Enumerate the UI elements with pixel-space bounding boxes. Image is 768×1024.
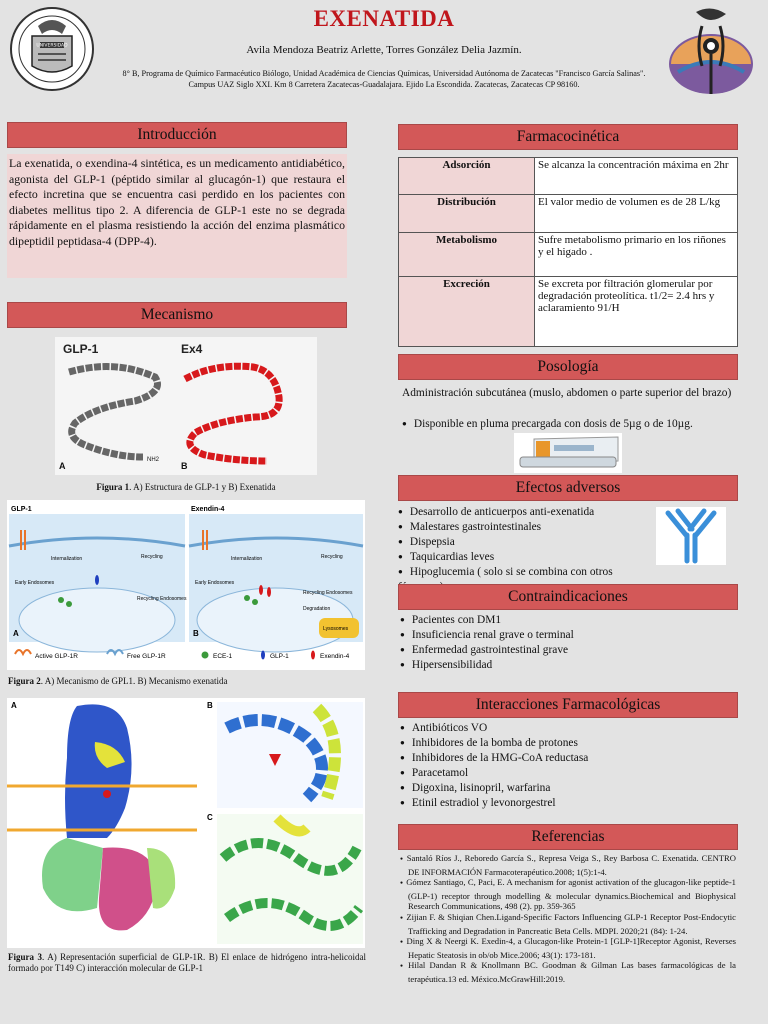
fig2-legend-active: Active GLP-1R (35, 653, 78, 660)
list-item: ● Antibióticos VO (400, 721, 736, 736)
fig2-degradation: Degradation (303, 606, 331, 612)
list-item: ● Disponible en pluma precargada con dosis de 5µg o de 10µg. (402, 417, 738, 432)
interacciones-heading: Interacciones Farmacológicas (398, 692, 738, 718)
references-list (400, 853, 736, 985)
fig3-a-label: A (11, 701, 17, 710)
seal-text: UNIVERSIDAD (36, 43, 68, 49)
fig2-legend-glp1: GLP-1 (270, 653, 289, 660)
list-item: ● Inhibidores de la bomba de protones (400, 736, 736, 751)
figure-3-caption (8, 952, 366, 974)
mecanismo-heading: Mecanismo (7, 302, 347, 328)
fig2-a-label: A (13, 629, 19, 638)
fig2-internalization-b: Internalization (231, 556, 263, 562)
adversos-heading: Efectos adversos (398, 475, 738, 501)
affiliation (100, 68, 668, 90)
figure-2-mechanism-diagram (7, 500, 365, 670)
list-item: ● Inhibidores de la HMG-CoA reductasa (400, 751, 736, 766)
figure-2-caption-bold: Figura 2 (8, 676, 41, 686)
contra-heading: Contraindicaciones (398, 584, 738, 610)
list-item: ● Hipersensibilidad (400, 658, 736, 673)
intro-heading: Introducción (7, 122, 347, 148)
fig2-legend-exendin: Exendin-4 (320, 653, 350, 660)
posologia-text: Administración subcutánea (muslo, abdomen o parte superior del brazo) (402, 387, 732, 399)
list-item: ● Ding X & Neergi K. Exedin-4, a Glucagon-like Protein-1 [GLP-1]Receptor Agonist, Reverses Hepatic Steatosis in ob/ob Mice.2006; 43(1): 173-181. (400, 936, 736, 960)
list-item: ● Insuficiencia renal grave o terminal (400, 628, 736, 643)
list-item: ● Etinil estradiol y levonorgestrel (400, 796, 736, 811)
fig1-glp1-label: GLP-1 (63, 342, 99, 356)
fig1-a-label: A (59, 461, 66, 471)
fig2-lysosomes: Lysosomes (323, 626, 349, 632)
pk-value-adsorcion: Se alcanza la concentración máxima en 2hr (535, 158, 738, 195)
fig2-legend-ece: ECE-1 (213, 653, 233, 660)
fig2-b-label: B (193, 629, 199, 638)
figure-3-receptor-structure (7, 698, 365, 948)
interactions-list (400, 721, 736, 811)
fig3-c-label: C (207, 813, 213, 822)
adverse-effects-list (398, 505, 658, 595)
pk-key-excrecion: Excreción (399, 277, 535, 347)
posologia-heading: Posología (398, 354, 738, 380)
list-item: ● Zijian F. & Shiqian Chen.Ligand-Specific Factors Influencing GLP-1 Receptor Post-Endocytic Trafficking and Degradation in Pancreatic Beta Cells. MDPI. 2020;21 (84): 1-24. (400, 912, 736, 936)
fig2-title-b: Exendin-4 (191, 506, 225, 513)
list-item: ● Gómez Santiago, C, Paci, E. A mechanism for agonist activation of the glucagon-like peptide-1 (GLP-1) receptor through modelling & molecular dynamics.Biochemical and Biophysical Research Communications, 498 (2). pp. 359-365 (400, 877, 736, 912)
posologia-list (402, 417, 738, 432)
list-item: ● Pacientes con DM1 (400, 613, 736, 628)
fig2-recycling-b: Recycling (321, 554, 343, 560)
fig2-early-endosomes-b: Early Endosomes (195, 580, 235, 586)
fig1-ex4-label: Ex4 (181, 342, 203, 356)
poster-title: EXENATIDA (313, 6, 455, 31)
list-item: ● Paracetamol (400, 766, 736, 781)
fig1-b-label: B (181, 461, 188, 471)
pk-value-distribucion: El valor medio de volumen es de 28 L/kg (535, 195, 738, 233)
list-item: ● Dispepsia (398, 535, 658, 550)
fig3-b-label: B (207, 701, 213, 710)
list-item: ● Digoxina, lisinopril, warfarina (400, 781, 736, 796)
table-row (399, 158, 738, 195)
affiliation-line-1: 8° B, Programa de Químico Farmacéutico Biólogo, Unidad Académica de Ciencias Químicas, Universidad Autónoma de Zacatecas "Francisco García Salinas". (122, 69, 646, 78)
list-item: ● Taquicardias leves (398, 550, 658, 565)
fig2-title-a: GLP-1 (11, 506, 32, 513)
fig2-recycling-endosomes-b: Recycling Endosomes (303, 590, 353, 596)
intro-text: La exenatida, o exendina-4 sintética, es un medicamento antidiabético, agonista del GLP-1 (péptido similar al glucagón-1) que restaura el efecto incretina que se encuentra casi perdido en los pacientes con diabetes mellitus tipo 2. A diferencia de GLP-1 este no se degrada rápidamente en el plasma resistiendo la acción del enzima plasmático dipeptidil peptidasa-4 (DPP-4). (7, 154, 347, 278)
fig1-nh2-label: NH2 (147, 457, 160, 463)
figure-1-caption-bold: Figura 1 (96, 482, 130, 492)
fig2-recycling-endosomes-a: Recycling Endosomes (137, 596, 187, 602)
affiliation-line-2: Campus UAZ Siglo XXI. Km 8 Carretera Zacatecas-Guadalajara. Ejido La Escondida. Zacatecas, Zacatecas CP 98160. (188, 80, 580, 89)
fig2-early-endosomes-a: Early Endosomes (15, 580, 55, 586)
pen-product-image (514, 433, 622, 473)
pk-key-distribucion: Distribución (399, 195, 535, 233)
figure-2-caption-text: . A) Mecanismo de GPL1. B) Mecanismo exenatida (40, 676, 228, 686)
referencias-heading: Referencias (398, 824, 738, 850)
authors: Avila Mendoza Beatriz Arlette, Torres González Delia Jazmín. (246, 44, 522, 56)
figure-1-caption-text: . A) Estructura de GLP-1 y B) Exenatida (129, 482, 276, 492)
figure-3-caption-bold: Figura 3 (8, 952, 42, 962)
fig2-recycling-a: Recycling (141, 554, 163, 560)
faculty-logo (666, 6, 756, 98)
figure-2-caption (8, 676, 366, 687)
pharmacokinetics-table (398, 157, 738, 347)
pk-key-metabolismo: Metabolismo (399, 233, 535, 277)
list-item: ● Desarrollo de anticuerpos anti-exenatida (398, 505, 658, 520)
table-row (399, 233, 738, 277)
contraindications-list (400, 613, 736, 673)
antibody-icon (656, 507, 726, 565)
pk-key-adsorcion: Adsorción (399, 158, 535, 195)
table-row (399, 195, 738, 233)
list-item: ● Enfermedad gastrointestinal grave (400, 643, 736, 658)
pk-value-excrecion: Se excreta por filtración glomerular por degradación proteolítica. t1/2= 2.4 hrs y aclaramiento 91/H (535, 277, 738, 347)
figure-1-peptide-structures (55, 337, 317, 475)
figure-1-caption (55, 482, 317, 493)
farmacocinetica-heading: Farmacocinética (398, 124, 738, 150)
fig2-internalization-a: Internalization (51, 556, 83, 562)
list-item: ● Hilal Dandan R & Knollmann BC. Goodman & Gilman Las bases farmacológicas de la terapéutica.13 ed. México.McGrawHill:2019. (400, 960, 736, 984)
list-item: ● Hipoglucemia ( solo si se combina con otros (398, 565, 658, 595)
figure-3-caption-text: . A) Representación superficial de GLP-1R. B) El enlace de hidrógeno intra-helicoidal formado por T149 C) interacción molecular de GLP-1 (8, 952, 366, 973)
pk-value-metabolismo: Sufre metabolismo primario en los riñones y el higado . (535, 233, 738, 277)
table-row (399, 277, 738, 347)
fig2-legend-free: Free GLP-1R (127, 653, 166, 660)
list-item: ● Malestares gastrointestinales (398, 520, 658, 535)
list-item: ● Santaló Ríos J., Reboredo García S., Represa Veiga S., Rey Barbosa C. Exenatida. CENTRO DE INFORMACIÓN Farmacoterapéutico.2008; 1(5):1-4. (400, 853, 736, 877)
